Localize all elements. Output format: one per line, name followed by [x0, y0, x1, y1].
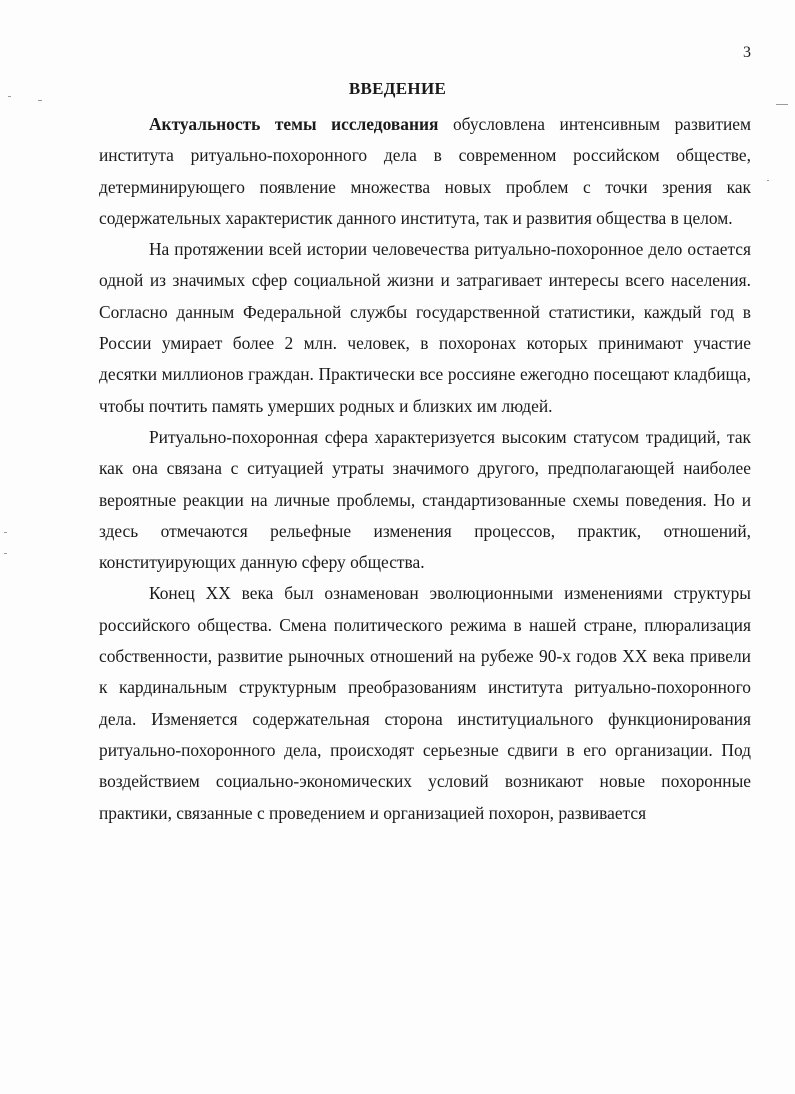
body-text: [99, 109, 751, 829]
scan-speck-left-1: [8, 96, 11, 97]
page-title: ВВЕДЕНИЕ: [348, 79, 447, 98]
paragraph-4: Конец XX века был ознаменован эволюционными изменениями структуры российского общества. Смена политического режима в нашей стране, плюрализация собственности, развитие рыночных отношений на рубеже 90-х годов XX века привели к кардинальным структурным преобразованиям института ритуально-похоронного дела. Изменяется содержательная сторона институциального функционирования ритуально-похоронного дела, происходят серьезные сдвиги в его организации. Под воздействием социально-экономических условий возникают новые похоронные практики, связанные с проведением и организацией похорон, развивается: [99, 583, 751, 823]
scan-speck-right-2: [767, 180, 769, 181]
scan-speck-left-4: [4, 553, 7, 554]
paragraph-1: [99, 109, 751, 234]
scan-speck-left-3: [4, 532, 7, 533]
paragraph-3: Ритуально-похоронная сфера характеризуется высоким статусом традиций, так как она связана с ситуацией утраты значимого другого, предполагающей наиболее вероятные реакции на личные проблемы, стандартизованные схемы поведения. Но и здесь отмечаются рельефные изменения процессов, практик, отношений, конституирующих данную сферу общества.: [99, 426, 751, 573]
paragraph-1-text: обусловлена интенсивным развитием института ритуально-похоронного дела в современном российском обществе, детерминирующего появление множества новых проблем с точки зрения как содержательных характеристик данного института, так и развития общества в целом.: [99, 114, 751, 228]
scan-speck-left-2: [38, 100, 42, 101]
scan-speck-right-1: [776, 104, 788, 105]
paragraph-2: На протяжении всей истории человечества ритуально-похоронное дело остается одной из значимых сфер социальной жизни и затрагивает интересы всего населения. Согласно данным Федеральной службы государственной статистики, каждый год в России умирает более 2 млн. человек, в похоронах которых принимают участие десятки миллионов граждан. Практически все россияне ежегодно посещают кладбища, чтобы почтить память умерших родных и близких им людей.: [99, 239, 751, 416]
page-number: 3: [743, 44, 751, 61]
paragraph-1-lead: Актуальность темы исследования: [149, 114, 439, 134]
